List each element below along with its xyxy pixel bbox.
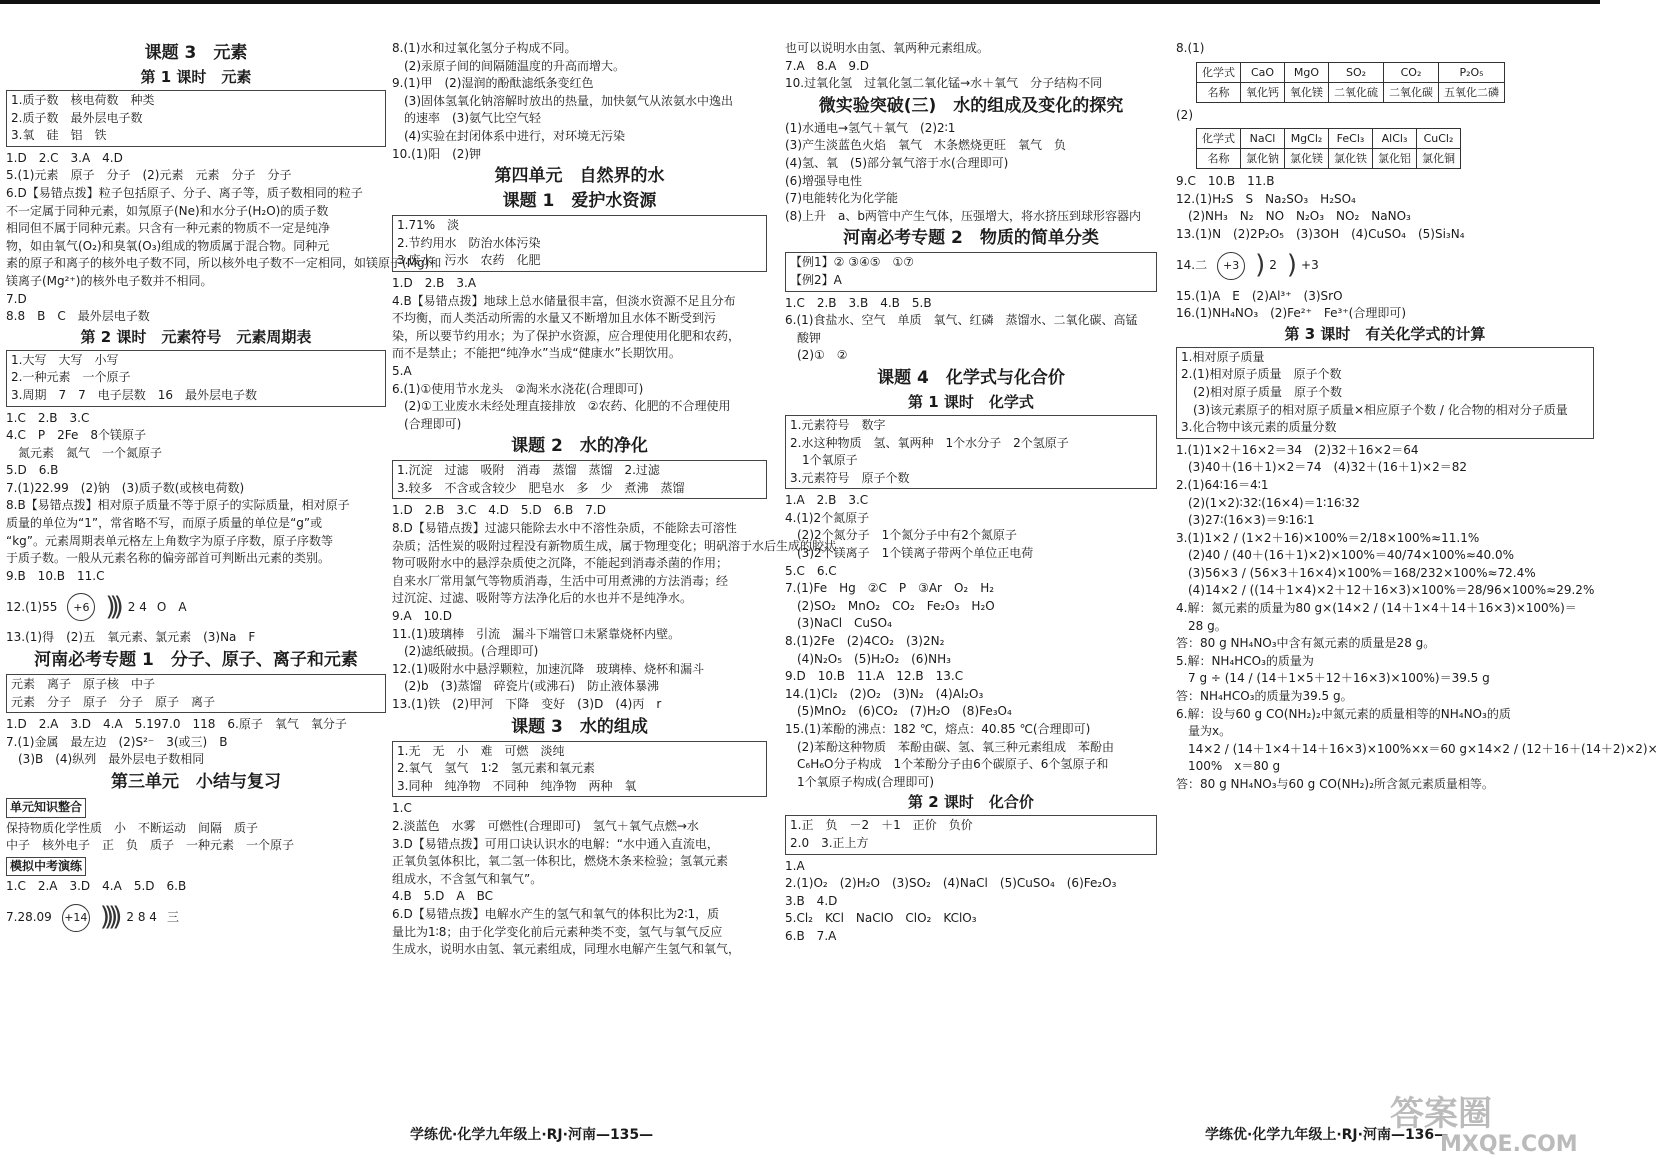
text-line: 镁离子(Mg²⁺)的核外电子数并不相同。 bbox=[6, 273, 213, 288]
answer-block bbox=[1176, 173, 1594, 243]
text-line: 1.C 2.B 3.C bbox=[6, 410, 90, 425]
text-line: 2.质子数 最外层电子数 bbox=[11, 110, 143, 125]
text-line: 9.(1)甲 (2)湿润的酚酞滤纸条变红色 bbox=[392, 76, 594, 91]
text-line: (2)滤纸破损。(合理即可) bbox=[392, 644, 539, 659]
answer-block bbox=[392, 800, 767, 958]
text-line: 4.解：氮元素的质量为80 g×(14×2 / (14＋1×4＋14＋16×3)×100%)＝ bbox=[1176, 601, 1577, 616]
text-line: 7.(1)Fe Hg ②C P ③Ar O₂ H₂ bbox=[785, 581, 995, 596]
watermark-url: MXQE.COM bbox=[1440, 1132, 1578, 1157]
section-title: 第三单元 小结与复习 bbox=[111, 772, 281, 792]
text-line: 相同但不属于同种元素。只含有一种元素的物质不一定是纯净 bbox=[6, 221, 331, 236]
text-line: 于质子数。一般从元素名称的偏旁部首可判断出元素的类别。 bbox=[6, 551, 331, 566]
table-row bbox=[1197, 149, 1461, 169]
text-line: 4.B【易错点拨】地球上总水储量很丰富，但淡水资源不足且分布 bbox=[392, 293, 736, 308]
text-line: (4)14×2 / ((14＋1×4)×2＋12＋16×3)×100%＝28/96×100%≈29.2% bbox=[1176, 583, 1595, 598]
text-line: (8)上升 a、b两管中产生气体，压强增大，将水挤压到球形容器内 bbox=[785, 208, 1141, 223]
text-line: 3.元素符号 原子个数 bbox=[790, 470, 910, 485]
page-footer-right: 学练优·化学九年级上·RJ·河南—136— bbox=[1205, 1127, 1449, 1143]
text-line: 13.(1)N (2)2P₂O₅ (3)3OH (4)CuSO₄ (5)Si₃N₄ bbox=[1176, 226, 1465, 241]
table-cell: 氧化镁 bbox=[1285, 82, 1329, 102]
text-line: 1.质子数 核电荷数 种类 bbox=[11, 93, 155, 107]
text-line: 染，所以要节约用水；为了保护水资源，应合理使用化肥和农药， bbox=[392, 328, 741, 343]
text-line: (2)NH₃ N₂ NO N₂O₃ NO₂ NaNO₃ bbox=[1176, 209, 1411, 224]
text-line: 5.(1)元素 原子 分子 (2)元素 元素 分子 分子 bbox=[6, 168, 292, 183]
atom-structure-diagram bbox=[6, 587, 386, 627]
answer-line: 1.C 2.A 3.D 4.A 5.D 6.B bbox=[6, 879, 187, 894]
text-line: 答：80 g NH₄NO₃中含有氮元素的质量是28 g。 bbox=[1176, 636, 1436, 651]
table-cell: 氧化钙 bbox=[1241, 82, 1285, 102]
table-cell: SO₂ bbox=[1329, 62, 1384, 82]
answer-line: 8.(1) bbox=[1176, 41, 1205, 55]
text-line: 1个氧原子构成(合理即可) bbox=[785, 774, 934, 789]
key-points-box bbox=[1176, 347, 1594, 439]
text-line: 物可吸附水中的悬浮杂质使之沉降，不能起到消毒杀菌的作用； bbox=[392, 556, 729, 571]
text-line: 1.相对原子质量 bbox=[1181, 349, 1265, 364]
text-line: 16.(1)NH₄NO₃ (2)Fe²⁺ Fe³⁺(合理即可) bbox=[1176, 306, 1407, 321]
answer-block bbox=[785, 492, 1157, 791]
text-line: (6)增强导电性 bbox=[785, 173, 862, 188]
top-edge-bar bbox=[0, 0, 1600, 4]
text-line: 3.氧 硅 铝 铁 bbox=[11, 128, 107, 143]
text-line: “kg”。元素周期表单元格左上角数字为原子序数，原子序数等 bbox=[6, 533, 334, 548]
text-line: 过沉淀、过滤、吸附等方法净化后的水也并不是纯净水。 bbox=[392, 591, 693, 606]
text-line: (4)氢、氧 (5)部分氧气溶于水(合理即可) bbox=[785, 155, 1009, 170]
unit-title: 第四单元 自然界的水 bbox=[494, 166, 665, 187]
text-line: (3)固体氢氧化钠溶解时放出的热量，加快氨气从浓氨水中逸出 bbox=[392, 93, 734, 108]
text-line: 1.大写 大写 小写 bbox=[11, 352, 119, 367]
lesson-title: 第 1 课时 化学式 bbox=[908, 392, 1034, 411]
text-line: (3)B (4)纵列 最外层电子数相同 bbox=[6, 752, 205, 767]
text-line: 7 g ÷ (14 / (14＋1×5＋12＋16×3)×100%)＝39.5 g bbox=[1176, 671, 1490, 686]
text-line: (3)产生淡蓝色火焰 氧气 木条燃烧更旺 氧气 负 bbox=[785, 138, 1067, 153]
text-line: 质量的单位为“1”，常省略不写，而原子质量的单位是“g”或 bbox=[6, 516, 323, 531]
section-title: 河南必考专题 1 分子、原子、离子和元素 bbox=[34, 650, 358, 671]
text-line: 而不是禁止；不能把“纯净水”当成“健康水”长期饮用。 bbox=[392, 346, 681, 361]
section-tag: 模拟中考演练 bbox=[6, 857, 86, 877]
text-line: (3)该元素原子的相对原子质量×相应原子个数 / 化合物的相对分子质量 bbox=[1181, 402, 1568, 417]
key-points-box bbox=[785, 815, 1157, 854]
atom-diagram-suffix: +3 bbox=[1301, 257, 1319, 272]
text-line: 2.氧气 氢气 1∶2 氢元素和氧元素 bbox=[397, 761, 595, 776]
text-line: 28 g。 bbox=[1176, 618, 1227, 633]
text-line: 2.(1)相对原子质量 原子个数 bbox=[1181, 367, 1342, 382]
text-line: 1.71% 淡 bbox=[397, 218, 460, 233]
text-line: 1.沉淀 过滤 吸附 消毒 蒸馏 蒸馏 2.过滤 bbox=[397, 463, 660, 478]
text-line: (7)电能转化为化学能 bbox=[785, 191, 898, 206]
text-line: 1.C 2.B 3.B 4.B 5.B bbox=[785, 295, 932, 310]
text-line: (2)①工业废水未经处理直接排放 ②农药、化肥的不合理使用 bbox=[392, 399, 731, 414]
text-line: 1.(1)1×2＋16×2＝34 (2)32＋16×2＝64 bbox=[1176, 442, 1419, 457]
table-cell: 化学式 bbox=[1197, 62, 1241, 82]
answer-block bbox=[6, 410, 386, 586]
section-title: 课题 4 化学式与化合价 bbox=[877, 367, 1065, 388]
electron-shell-arcs: ) bbox=[1286, 249, 1292, 280]
text-line: 3.同种 纯净物 不同种 纯净物 两种 氧 bbox=[397, 778, 637, 793]
atom-diagram-prefix: 14.二 bbox=[1176, 257, 1208, 272]
text-line: 元素 离子 原子核 中子 bbox=[11, 677, 156, 692]
text-line: (2)苯酚这种物质 苯酚由碳、氢、氧三种元素组成 苯酚由 bbox=[785, 739, 1115, 754]
answer-block bbox=[6, 716, 386, 769]
electron-shell-arcs: ) bbox=[1255, 249, 1260, 280]
nucleus-circle: +14 bbox=[62, 904, 90, 932]
formula-name-table bbox=[1196, 62, 1505, 103]
formula-name-table bbox=[1196, 128, 1461, 169]
table-cell: FeCl₃ bbox=[1329, 129, 1373, 149]
text-line: 2.(1)O₂ (2)H₂O (3)SO₂ (4)NaCl (5)CuSO₄ (6)Fe₂O₃ bbox=[785, 876, 1117, 891]
text-line: 2.节约用水 防治水体污染 bbox=[397, 235, 541, 250]
text-line: (3)NaCl CuSO₄ bbox=[785, 616, 892, 631]
section-tag: 单元知识整合 bbox=[6, 798, 86, 818]
text-line: (2)2个氮分子 1个氮分子中有2个氮原子 bbox=[785, 528, 1017, 543]
key-points-box bbox=[6, 90, 386, 147]
text-line: 氮元素 氮气 一个氮原子 bbox=[6, 445, 163, 460]
table-cell: 氯化镁 bbox=[1285, 149, 1329, 169]
text-line: 1.D 2.C 3.A 4.D bbox=[6, 150, 123, 165]
text-line: (2)① ② bbox=[785, 348, 848, 363]
text-line: (2)(1×2)∶32∶(16×4)＝1∶16∶32 bbox=[1176, 495, 1360, 510]
text-line: 1.正 负 －2 ＋1 正价 负价 bbox=[790, 818, 973, 833]
table-cell: CO₂ bbox=[1384, 62, 1439, 82]
text-line: 6.解：设与60 g CO(NH₂)₂中氮元素的质量相等的NH₄NO₃的质 bbox=[1176, 706, 1511, 721]
text-line: 12.(1)吸附水中悬浮颗粒，加速沉降 玻璃棒、烧杯和漏斗 bbox=[392, 661, 705, 676]
text-line: 自来水厂常用氯气等物质消毒，生活中可用煮沸的方法消毒；经 bbox=[392, 573, 729, 588]
table-cell: AlCl₃ bbox=[1373, 129, 1417, 149]
text-line: 不均衡，而人类活动所需的水量又不断增加且水体不断受到污 bbox=[392, 311, 717, 326]
text-line: 100% x＝80 g bbox=[1176, 759, 1281, 774]
lesson-title: 第 1 课时 元素 bbox=[140, 68, 252, 86]
answer-block bbox=[785, 120, 1157, 226]
atom-diagram-suffix: O A bbox=[156, 599, 187, 614]
text-line: 2.一种元素 一个原子 bbox=[11, 370, 131, 385]
atom-diagram-prefix: 7.28.09 bbox=[6, 910, 52, 925]
text-line: 1.C bbox=[392, 801, 412, 816]
electron-counts: 2 4 bbox=[127, 599, 147, 614]
table-cell: 氯化铜 bbox=[1417, 149, 1461, 169]
table-cell: CaO bbox=[1241, 62, 1285, 82]
text-line: 15.(1)A E (2)Al³⁺ (3)SrO bbox=[1176, 288, 1343, 303]
text-line: 4.(1)2个氮原子 bbox=[785, 510, 870, 525]
text-line: 8.D【易错点拨】过滤只能除去水中不溶性杂质，不能除去可溶性 bbox=[392, 521, 737, 536]
section-title: 课题 1 爱护水资源 bbox=[502, 191, 657, 212]
table-cell: 名称 bbox=[1197, 149, 1241, 169]
text-line: 9.C 10.B 11.B bbox=[1176, 174, 1275, 189]
text-line: (2)相对原子质量 原子个数 bbox=[1181, 384, 1342, 399]
text-line: 3.化合物中该元素的质量分数 bbox=[1181, 420, 1337, 435]
text-line: (1)水通电→氢气＋氧气 (2)2∶1 bbox=[785, 120, 956, 135]
electron-counts: 2 bbox=[1269, 257, 1277, 272]
text-line: 6.B 7.A bbox=[785, 928, 837, 943]
text-line: 元素 分子 原子 分子 原子 离子 bbox=[11, 694, 216, 709]
answer-line: 中子 核外电子 正 负 质子 一种元素 一个原子 bbox=[6, 838, 295, 853]
lesson-title: 第 2 课时 化合价 bbox=[908, 793, 1034, 812]
text-line: 14×2 / (14＋1×4＋14＋16×3)×100%×x＝60 g×14×2 / (12＋16＋(14＋2)×2)× bbox=[1176, 741, 1658, 756]
answer-block bbox=[785, 295, 1157, 365]
text-line: 6.D【易错点拨】粒子包括原子、分子、离子等，质子数相同的粒子 bbox=[6, 185, 363, 200]
table-cell: CuCl₂ bbox=[1417, 129, 1461, 149]
key-points-box bbox=[785, 415, 1157, 489]
answer-block bbox=[1176, 442, 1658, 794]
table-row bbox=[1197, 129, 1461, 149]
text-line: 酸钾 bbox=[785, 330, 822, 345]
text-line: 1.A bbox=[785, 858, 805, 873]
text-line: 1.D 2.A 3.D 4.A 5.197.0 118 6.原子 氧气 氧分子 bbox=[6, 717, 347, 732]
text-line: (5)MnO₂ (6)CO₂ (7)H₂O (8)Fe₃O₄ bbox=[785, 704, 1012, 719]
text-line: 3.B 4.D bbox=[785, 893, 838, 908]
answer-line: 13.(1)得 (2)五 氧元素、氯元素 (3)Na F bbox=[6, 630, 256, 645]
text-line: 7.A 8.A 9.D bbox=[785, 58, 870, 73]
answer-block bbox=[1176, 288, 1594, 323]
text-line: 3.废水 污水 农药 化肥 bbox=[397, 253, 541, 268]
column-3 bbox=[785, 40, 1157, 946]
table-cell: 氯化钠 bbox=[1241, 149, 1285, 169]
text-line: (2)40 / (40＋(16＋1)×2)×100%＝40/74×100%≈40.0% bbox=[1176, 548, 1515, 563]
key-points-box bbox=[6, 350, 386, 407]
text-line: 杂质；活性炭的吸附过程没有新物质生成，属于物理变化；明矾溶于水后生成的胶状 bbox=[392, 538, 837, 553]
text-line: (3)56×3 / (56×3＋16×4)×100%＝168/232×100%≈72.4% bbox=[1176, 565, 1536, 580]
table-cell: 二氧化硫 bbox=[1329, 82, 1384, 102]
section-title: 课题 3 元素 bbox=[144, 43, 248, 63]
text-line: 12.(1)H₂S S Na₂SO₃ H₂SO₄ bbox=[1176, 191, 1356, 206]
electron-shell-arcs: )))) bbox=[99, 902, 117, 933]
text-line: (4)N₂O₅ (5)H₂O₂ (6)NH₃ bbox=[785, 651, 951, 666]
text-line: 3.(1)1×2 / (1×2＋16)×100%＝2/18×100%≈11.1% bbox=[1176, 530, 1480, 545]
text-line: 10.过氧化氢 过氧化氢二氧化锰→水＋氧气 分子结构不同 bbox=[785, 76, 1103, 91]
text-line: 物，如由氧气(O₂)和臭氧(O₃)组成的物质属于混合物。同种元 bbox=[6, 238, 330, 253]
table-row bbox=[1197, 82, 1505, 102]
text-line: 答：NH₄HCO₃的质量为39.5 g。 bbox=[1176, 689, 1353, 704]
nucleus-circle: +6 bbox=[67, 593, 95, 621]
text-line: 4.C P 2Fe 8个镁原子 bbox=[6, 428, 146, 443]
table-cell: MgCl₂ bbox=[1285, 129, 1329, 149]
table-cell: NaCl bbox=[1241, 129, 1285, 149]
text-line: 8.B【易错点拨】相对原子质量不等于原子的实际质量，相对原子 bbox=[6, 498, 350, 513]
electron-counts: 2 8 4 bbox=[126, 910, 157, 925]
text-line: 5.C 6.C bbox=[785, 563, 837, 578]
text-line: (2)SO₂ MnO₂ CO₂ Fe₂O₃ H₂O bbox=[785, 598, 995, 613]
text-line: 6.(1)①使用节水龙头 ②淘米水浇花(合理即可) bbox=[392, 381, 644, 396]
atom-structure-diagram bbox=[6, 898, 386, 938]
answer-block bbox=[785, 40, 1157, 93]
text-line: 量为x。 bbox=[1176, 724, 1232, 739]
text-line: 2.(1)64∶16＝4∶1 bbox=[1176, 477, 1269, 492]
key-points-box bbox=[392, 741, 767, 798]
text-line: (合理即可) bbox=[392, 416, 462, 431]
table-cell: 氯化铁 bbox=[1329, 149, 1373, 169]
text-line: 【例1】② ③④⑤ ①⑦ bbox=[790, 255, 914, 270]
text-line: 7.D bbox=[6, 291, 27, 306]
answer-block bbox=[392, 275, 767, 433]
text-line: C₆H₆O分子构成 1个苯酚分子由6个碳原子、6个氢原子和 bbox=[785, 757, 1109, 772]
table-cell: P₂O₅ bbox=[1439, 62, 1505, 82]
text-line: (4)实验在封闭体系中进行，对环境无污染 bbox=[392, 128, 625, 143]
text-line: 5.解：NH₄HCO₃的质量为 bbox=[1176, 653, 1314, 668]
key-points-box bbox=[6, 674, 386, 713]
ion-structure-diagram bbox=[1176, 246, 1594, 286]
text-line: 10.(1)阳 (2)钾 bbox=[392, 146, 482, 161]
table-cell: 二氧化碳 bbox=[1384, 82, 1439, 102]
section-title: 河南必考专题 2 物质的简单分类 bbox=[843, 228, 1099, 249]
text-line: 【例2】A bbox=[790, 272, 842, 287]
text-line: 答：80 g NH₄NO₃与60 g CO(NH₂)₂所含氮元素质量相等。 bbox=[1176, 777, 1494, 791]
atom-diagram-suffix: 三 bbox=[166, 910, 179, 925]
atom-diagram-prefix: 12.(1)55 bbox=[6, 599, 58, 614]
section-title: 微实验突破(三) 水的组成及变化的探究 bbox=[818, 95, 1124, 116]
text-line: (2)汞原子间的间隔随温度的升高而增大。 bbox=[392, 58, 625, 73]
column-4 bbox=[1176, 40, 1658, 794]
text-line: 13.(1)铁 (2)甲河 下降 变好 (3)D (4)丙 r bbox=[392, 697, 662, 711]
answer-line: 保持物质化学性质 小 不断运动 间隔 质子 bbox=[6, 820, 259, 835]
nucleus-circle: +3 bbox=[1217, 252, 1245, 280]
text-line: 量比为1∶8；由于化学变化前后元素种类不变，氢气与氧气反应 bbox=[392, 924, 723, 939]
text-line: 5.A bbox=[392, 363, 412, 378]
text-line: 9.A 10.D bbox=[392, 609, 452, 624]
key-points-box bbox=[785, 252, 1157, 291]
text-line: 素的原子和离子的核外电子数不同，所以核外电子数不一定相同，如镁原子(Mg)和 bbox=[6, 256, 442, 271]
text-line: 也可以说明水由氢、氧两种元素组成。 bbox=[785, 41, 990, 55]
table-cell: MgO bbox=[1285, 62, 1329, 82]
text-line: 3.D【易错点拨】可用口诀认识水的电解：“水中通入直流电， bbox=[392, 836, 719, 851]
text-line: 1.D 2.B 3.C 4.D 5.D 6.B 7.D bbox=[392, 503, 606, 518]
text-line: 8.(1)2Fe (2)4CO₂ (3)2N₂ bbox=[785, 634, 945, 649]
answer-block bbox=[392, 40, 767, 163]
lesson-title: 第 3 课时 有关化学式的计算 bbox=[1284, 324, 1486, 343]
watermark-logo: 答案圈 bbox=[1390, 1094, 1492, 1134]
text-line: 8.8 B C 最外层电子数 bbox=[6, 309, 150, 324]
text-line: 6.D【易错点拨】电解水产生的氢气和氧气的体积比为2∶1，质 bbox=[392, 906, 720, 921]
section-title: 课题 2 水的净化 bbox=[511, 436, 648, 457]
text-line: (3)27∶(16×3)＝9∶16∶1 bbox=[1176, 513, 1315, 528]
key-points-box bbox=[392, 215, 767, 272]
lesson-title: 第 2 课时 元素符号 元素周期表 bbox=[80, 327, 312, 346]
text-line: 7.(1)金属 最左边 (2)S²⁻ 3(或三) B bbox=[6, 734, 228, 749]
text-line: 2.0 3.正上方 bbox=[790, 835, 869, 850]
text-line: 1.D 2.B 3.A bbox=[392, 275, 477, 290]
text-line: (3)2个镁离子 1个镁离子带两个单位正电荷 bbox=[785, 546, 1034, 561]
table-cell: 化学式 bbox=[1197, 129, 1241, 149]
table-cell: 氯化铝 bbox=[1373, 149, 1417, 169]
text-line: 4.B 5.D A BC bbox=[392, 889, 493, 904]
table-row bbox=[1197, 62, 1505, 82]
text-line: 5.Cl₂ KCl NaClO ClO₂ KClO₃ bbox=[785, 911, 977, 926]
text-line: 2.淡蓝色 水雾 可燃性(合理即可) 氢气＋氧气点燃→水 bbox=[392, 818, 699, 833]
text-line: (2)b (3)蒸馏 碎瓷片(或沸石) 防止液体暴沸 bbox=[392, 679, 659, 694]
text-line: 生成水，说明水由氢、氧元素组成，同理水电解产生氢气和氧气， bbox=[392, 942, 741, 957]
text-line: 组成水，不含氢气和氧气”。 bbox=[392, 871, 543, 886]
text-line: 8.(1)水和过氧化氢分子构成不同。 bbox=[392, 41, 577, 55]
text-line: 11.(1)玻璃棒 引流 漏斗下端管口未紧靠烧杯内壁。 bbox=[392, 626, 681, 641]
table-cell: 名称 bbox=[1197, 82, 1241, 102]
page-footer-left: 学练优·化学九年级上·RJ·河南—135— bbox=[410, 1127, 654, 1143]
text-line: 1.元素符号 数字 bbox=[790, 417, 886, 432]
key-points-box bbox=[392, 460, 767, 499]
answer-block bbox=[785, 858, 1157, 946]
text-line: 不一定属于同种元素，如氖原子(Ne)和水分子(H₂O)的质子数 bbox=[6, 203, 329, 218]
table-cell: 五氧化二磷 bbox=[1439, 82, 1505, 102]
text-line: 3.较多 不含或含较少 肥皂水 多 少 煮沸 蒸馏 bbox=[397, 480, 685, 495]
text-line: (3)40＋(16＋1)×2＝74 (4)32＋(16＋1)×2＝82 bbox=[1176, 460, 1467, 475]
text-line: 正氧负氢体积比，氧二氢一体积比，燃烧木条来检验；氢氧元素 bbox=[392, 854, 729, 869]
text-line: 6.(1)食盐水、空气 单质 氧气、红磷 蒸馏水、二氧化碳、高锰 bbox=[785, 313, 1138, 328]
text-line: 2.水这种物质 氢、氧两种 1个水分子 2个氢原子 bbox=[790, 435, 1069, 450]
text-line: 1.A 2.B 3.C bbox=[785, 493, 869, 508]
text-line: 9.B 10.B 11.C bbox=[6, 568, 105, 583]
electron-shell-arcs: ))) bbox=[105, 591, 118, 622]
text-line: 9.D 10.B 11.A 12.B 13.C bbox=[785, 669, 964, 684]
text-line: 14.(1)Cl₂ (2)O₂ (3)N₂ (4)Al₂O₃ bbox=[785, 686, 984, 701]
section-title: 课题 3 水的组成 bbox=[511, 716, 648, 737]
text-line: 5.D 6.B bbox=[6, 463, 59, 478]
text-line: 7.(1)22.99 (2)钠 (3)质子数(或核电荷数) bbox=[6, 480, 245, 495]
text-line: 1.无 无 小 难 可燃 淡纯 bbox=[397, 743, 565, 758]
text-line: 15.(1)苯酚的沸点：182 ℃，熔点：40.85 ℃(合理即可) bbox=[785, 722, 1091, 736]
answer-line: (2) bbox=[1176, 107, 1193, 122]
text-line: 的速率 (3)氨气比空气轻 bbox=[392, 111, 541, 126]
text-line: 1个氧原子 bbox=[790, 453, 858, 468]
text-line: 3.周期 7 7 电子层数 16 最外层电子数 bbox=[11, 387, 257, 402]
